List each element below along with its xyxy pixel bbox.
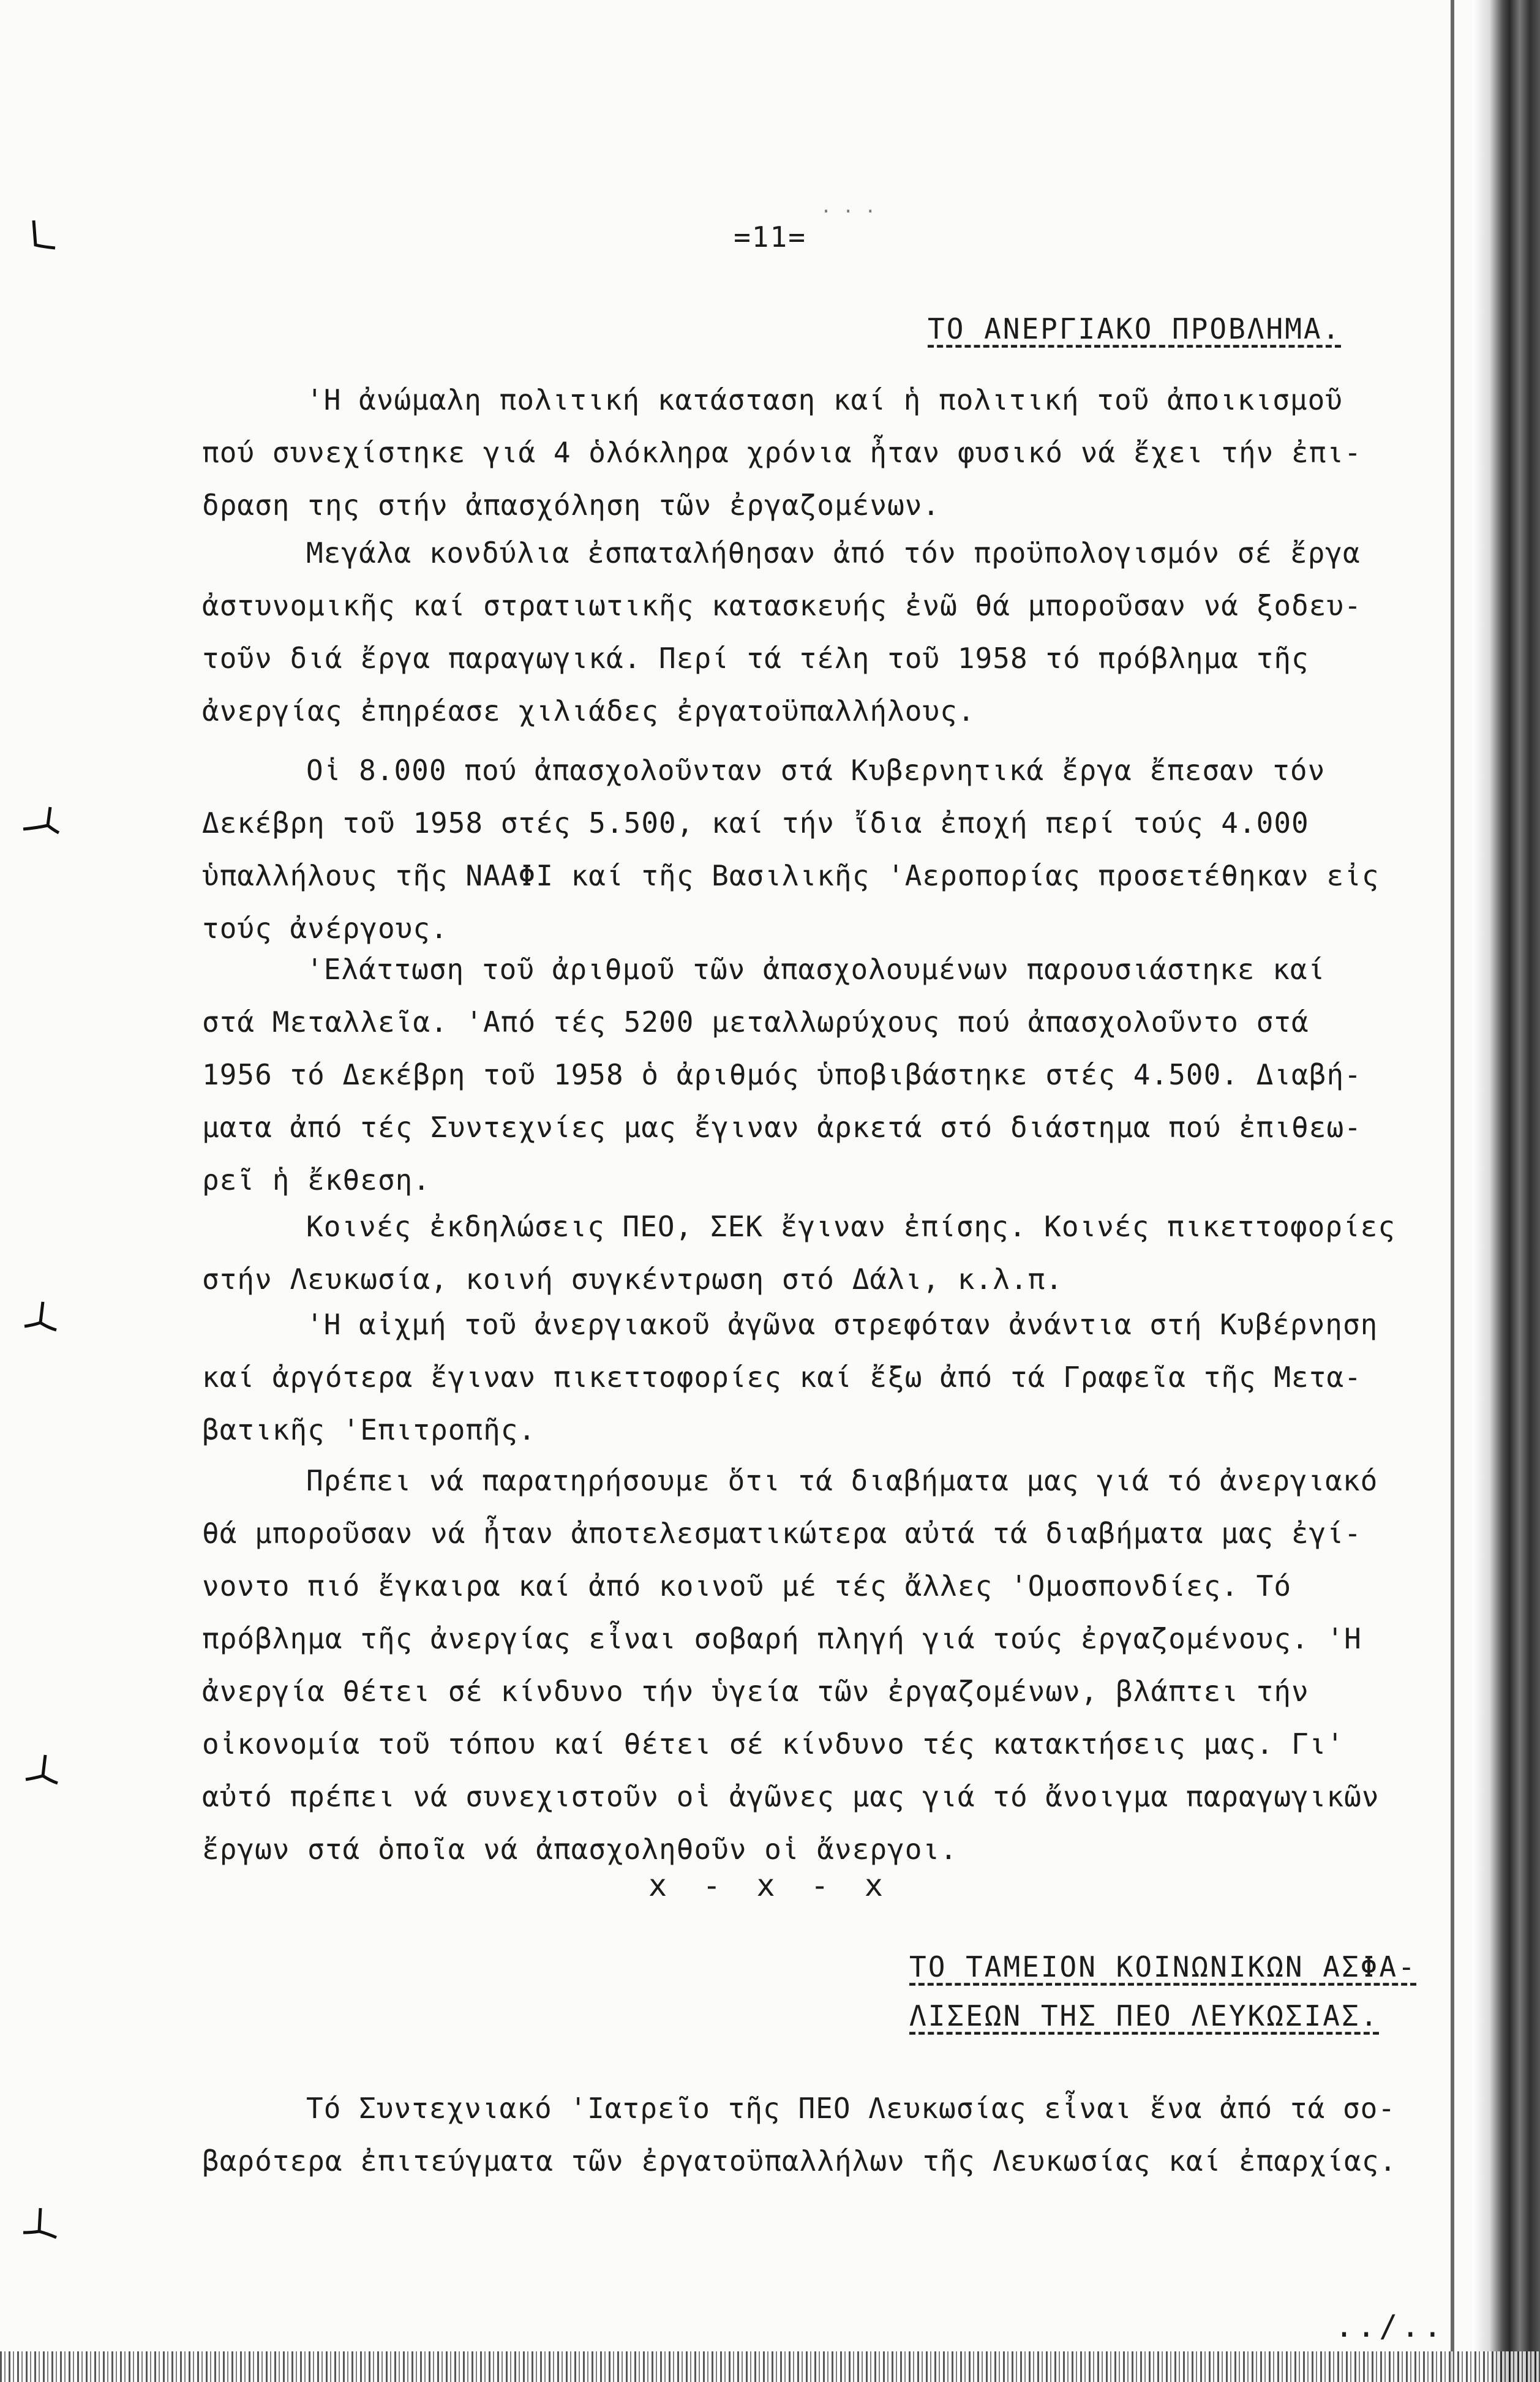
scan-edge-right — [1473, 0, 1540, 2382]
paragraph-line: ματα ἀπό τές Συντεχνίες μας ἔγιναν ἀρκετά στό διάστημα πού ἐπιθεω- — [202, 1111, 1362, 1144]
paragraph-line: Τό Συντεχνιακό 'Ιατρεῖο τῆς ΠΕΟ Λευκωσίας εἶναι ἕνα ἀπό τά σο- — [306, 2092, 1396, 2125]
paragraph-line: ἀστυνομικῆς καί στρατιωτικῆς κατασκευής ἐνῶ θά μποροῦσαν νά ξοδευ- — [202, 589, 1362, 622]
paragraph-4 — [202, 943, 1470, 1206]
paragraph-line: Πρέπει νά παρατηρήσουμε ὅτι τά διαβήματα μας γιά τό ἀνεργιακό — [306, 1464, 1378, 1497]
paragraph-line: 'Ελάττωση τοῦ ἀριθμοῦ τῶν ἀπασχολουμένων παρουσιάστηκε καί — [306, 953, 1326, 986]
paragraph-line: ἀνεργία θέτει σέ κίνδυνο τήν ὑγεία τῶν ἐργαζομένων, βλάπτει τήν — [202, 1675, 1309, 1708]
paragraph-line: στά Μεταλλεῖα. 'Από τές 5200 μεταλλωρύχους πού ἀπασχολοῦντο στά — [202, 1005, 1309, 1039]
paragraph-3 — [202, 744, 1470, 955]
section-heading-unemployment: ΤΟ ΑΝΕΡΓΙΑΚΟ ΠΡΟΒΛΗΜΑ. — [928, 312, 1342, 345]
paragraph-line: Δεκέβρη τοῦ 1958 στές 5.500, καί τήν ἴδια ἐποχή περί τούς 4.000 — [202, 806, 1309, 840]
scan-dots: . . . — [821, 196, 876, 217]
paragraph-line: ἀνεργίας ἐπηρέασε χιλιάδες ἐργατοϋπαλλήλους. — [202, 694, 975, 727]
paragraph-line: 'Η αἰχμή τοῦ ἀνεργιακοῦ ἀγῶνα στρεφόταν ἀνάντια στή Κυβέρνηση — [306, 1308, 1378, 1341]
margin-tick-icon — [18, 1298, 61, 1335]
paragraph-5 — [202, 1200, 1470, 1306]
paragraph-line: δραση της στήν ἀπασχόληση τῶν ἐργαζομένων. — [202, 489, 941, 522]
section-heading-social-insurance-line1: ΤΟ ΤΑΜΕΙΟΝ ΚΟΙΝΩΝΙΚΩΝ ΑΣΦΑ- — [909, 1950, 1417, 1983]
paragraph-line: βατικῆς 'Επιτροπῆς. — [202, 1413, 536, 1446]
paragraph-7 — [202, 1454, 1470, 1876]
paragraph-line: θά μποροῦσαν νά ἦταν ἀποτελεσματικώτερα αὐτά τά διαβήματα μας ἐγί- — [202, 1517, 1362, 1550]
continuation-mark: ../.. — [1335, 2309, 1446, 2344]
section-separator: x - x - x — [648, 1868, 892, 1903]
paragraph-2 — [202, 527, 1470, 737]
paragraph-line: πρόβλημα τῆς ἀνεργίας εἶναι σοβαρή πληγή γιά τούς ἐργαζομένους. 'Η — [202, 1622, 1362, 1655]
paragraph-line: Μεγάλα κονδύλια ἐσπαταλήθησαν ἀπό τόν προϋπολογισμόν σέ ἔργα — [306, 536, 1361, 569]
paragraph-line: οἰκονομία τοῦ τόπου καί θέτει σέ κίνδυνο τές κατακτήσεις μας. Γι' — [202, 1727, 1345, 1760]
paragraph-6 — [202, 1298, 1470, 1456]
paragraph-line: πού συνεχίστηκε γιά 4 ὁλόκληρα χρόνια ἦταν φυσικό νά ἔχει τήν ἐπι- — [202, 436, 1362, 469]
paragraph-line: στήν Λευκωσία, κοινή συγκέντρωση στό Δάλι, κ.λ.π. — [202, 1263, 1064, 1296]
paragraph-line: βαρότερα ἐπιτεύγματα τῶν ἐργατοϋπαλλήλων τῆς Λευκωσίας καί ἐπαρχίας. — [202, 2144, 1397, 2177]
paragraph-line: αὐτό πρέπει νά συνεχιστοῦν οἱ ἀγῶνες μας γιά τό ἄνοιγμα παραγωγικῶν — [202, 1780, 1380, 1813]
scan-edge-bottom — [0, 2351, 1540, 2382]
paragraph-final — [202, 2082, 1470, 2187]
page-number: =11= — [734, 220, 806, 254]
paragraph-line: καί ἀργότερα ἔγιναν πικεττοφορίες καί ἔξω ἀπό τά Γραφεῖα τῆς Μετα- — [202, 1361, 1362, 1394]
paragraph-line: ὑπαλλήλους τῆς ΝΑΑΦΙ καί τῆς Βασιλικῆς 'Αεροπορίας προσετέθηκαν εἰς — [202, 859, 1380, 892]
paragraph-line: 'Η ἀνώμαλη πολιτική κατάσταση καί ἡ πολιτική τοῦ ἀποικισμοῦ — [306, 383, 1343, 416]
paragraph-line: Οἱ 8.000 πού ἀπασχολοῦνταν στά Κυβερνητικά ἔργα ἔπεσαν τόν — [306, 754, 1326, 787]
margin-tick-icon — [18, 1751, 61, 1788]
paragraph-1 — [202, 374, 1470, 532]
margin-tick-icon — [18, 802, 61, 839]
paragraph-line: ρεῖ ἡ ἔκθεση. — [202, 1163, 431, 1197]
paragraph-line: 1956 τό Δεκέβρη τοῦ 1958 ὁ ἀριθμός ὑποβιβάστηκε στές 4.500. Διαβή- — [202, 1058, 1362, 1091]
paragraph-line: τούς ἀνέργους. — [202, 912, 448, 945]
paragraph-line: νοντο πιό ἔγκαιρα καί ἀπό κοινοῦ μέ τές ἄλλες 'Ομοσπονδίες. Τό — [202, 1569, 1292, 1602]
paragraph-line: Κοινές ἐκδηλώσεις ΠΕΟ, ΣΕΚ ἔγιναν ἐπίσης. Κοινές πικεττοφορίες — [306, 1210, 1396, 1243]
paragraph-line: ἔργων στά ὁποῖα νά ἀπασχοληθοῦν οἱ ἄνεργοι. — [202, 1833, 958, 1866]
section-heading-social-insurance-line2: ΛΙΣΕΩΝ ΤΗΣ ΠΕΟ ΛΕΥΚΩΣΙΑΣ. — [909, 1999, 1380, 2032]
paragraph-line: τοῦν διά ἔργα παραγωγικά. Περί τά τέλη τοῦ 1958 τό πρόβλημα τῆς — [202, 642, 1309, 675]
margin-tick-icon — [18, 2204, 61, 2241]
